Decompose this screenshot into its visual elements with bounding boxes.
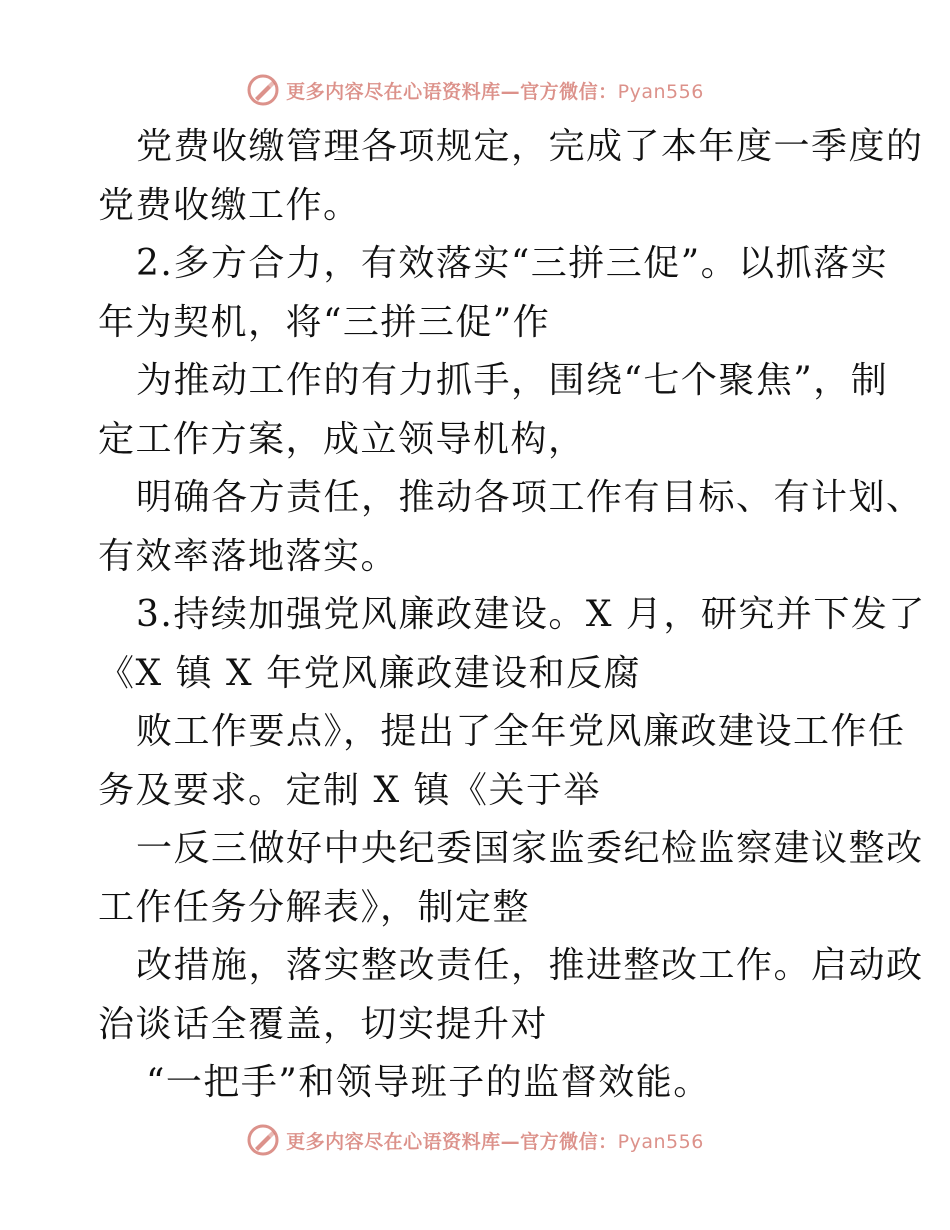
paragraph-line: 党费收缴管理各项规定，完成了本年度一季度的 (136, 126, 924, 167)
paragraph-line: “一把手”和领导班子的监督效能。 (146, 1062, 711, 1103)
paragraph-line: 《X 镇 X 年党风廉政建设和反腐 (98, 652, 642, 694)
paragraph-line: 败工作要点》，提出了全年党风廉政建设工作任 (136, 711, 906, 752)
watermark-text: 更多内容尽在心语资料库—官方微信：Pyan556 (286, 1130, 704, 1153)
watermark-header (0, 70, 950, 110)
paragraph-line: 一反三做好中央纪委国家监委纪检监察建议整改 (136, 828, 924, 869)
paragraph-line: 有效率落地落实。 (98, 535, 399, 577)
paragraph-line: 党费收缴工作。 (98, 184, 361, 226)
paragraph-line: 为推动工作的有力抓手，围绕“七个聚焦”，制 (136, 360, 889, 401)
pen-logo-icon (246, 73, 280, 107)
document-body (98, 118, 926, 1113)
watermark-text: 更多内容尽在心语资料库—官方微信：Pyan556 (286, 80, 704, 103)
paragraph-line: 明确各方责任，推动各项工作有目标、有计划、 (136, 477, 924, 518)
paragraph-line: 改措施，落实整改责任，推进整改工作。启动政 (136, 945, 924, 986)
paragraph-line: 2.多方合力，有效落实“三拼三促”。以抓落实 (136, 243, 889, 284)
pen-logo-icon (246, 1123, 280, 1157)
paragraph-line: 务及要求。定制 X 镇《关于举 (98, 769, 602, 811)
paragraph-line: 工作任务分解表》，制定整 (98, 886, 531, 928)
paragraph-line: 定工作方案，成立领导机构， (98, 418, 586, 460)
paragraph-line: 年为契机，将“三拼三促”作 (98, 301, 551, 343)
paragraph-line: 治谈话全覆盖，切实提升对 (98, 1003, 549, 1045)
watermark-footer (0, 1120, 950, 1160)
paragraph-line: 3.持续加强党风廉政建设。X 月，研究并下发了 (136, 594, 926, 635)
